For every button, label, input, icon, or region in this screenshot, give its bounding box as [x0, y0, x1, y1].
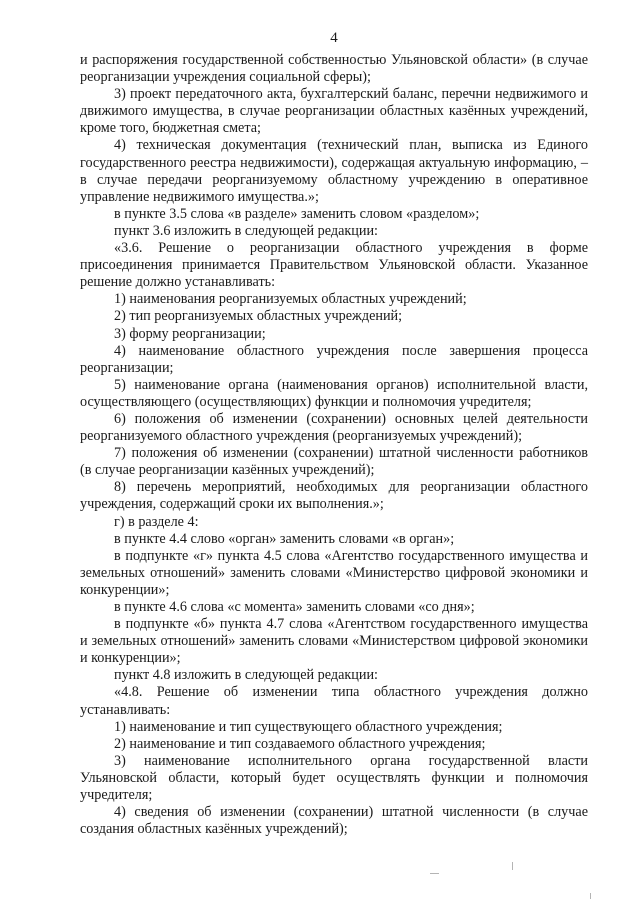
document-page [80, 28, 588, 838]
paragraph: 4) сведения об изменении (сохранении) штатной численности (в случае создания областных казённых учреждений); [80, 804, 588, 838]
paragraph: 4) техническая документация (технический план, выписка из Единого государственного реестра недвижимости), содержащая актуальную информацию, – в случае передачи реорганизуемому областному учреждению в оперативное управление недвижимого имущества.»; [80, 137, 588, 205]
paragraph: г) в разделе 4: [114, 513, 199, 530]
paragraph: 7) положения об изменении (сохранении) штатной численности работников (в случае реорганизации казённых учреждений); [80, 445, 588, 479]
paragraph: 3) проект передаточного акта, бухгалтерский баланс, перечни недвижимого и движимого имущества, в случае реорганизации областных казённых учреждений, кроме того, бюджетная смета; [80, 86, 588, 137]
paragraph: 3) форму реорганизации; [114, 325, 266, 342]
paragraph: пункт 4.8 изложить в следующей редакции: [114, 667, 378, 684]
paragraph: 2) тип реорганизуемых областных учреждений; [114, 308, 403, 325]
paragraph: 6) положения об изменении (сохранении) основных целей деятельности реорганизуемого областного учреждения (реорганизуемых учреждений); [80, 410, 588, 445]
paragraph: 3) наименование исполнительного органа государственной власти Ульяновской области, который будет осуществлять функции и полномочия учредителя; [80, 752, 588, 804]
paragraph: в пункте 4.4 слово «орган» заменить словами «в орган»; [114, 530, 455, 547]
paragraph: в пункте 4.6 слова «с момента» заменить словами «со дня»; [114, 599, 475, 615]
paragraph: в пункте 3.5 слова «в разделе» заменить словом «разделом»; [114, 205, 480, 222]
scan-artifact [430, 873, 439, 874]
paragraph: 4) наименование областного учреждения после завершения процесса реорганизации; [80, 342, 588, 376]
paragraph: 1) наименования реорганизуемых областных учреждений; [114, 291, 467, 308]
paragraph: в подпункте «г» пункта 4.5 слова «Агентство государственного имущества и земельных отношений» заменить словами «Министерство цифровой экономики и конкуренции»; [80, 547, 588, 598]
paragraph: и распоряжения государственной собственностью Ульяновской области» (в случае реорганизации учреждения социальной сферы); [80, 52, 588, 86]
paragraph: 5) наименование органа (наименования органов) исполнительной власти, осуществляющего (осуществляющих) функции и полномочия учредителя; [80, 376, 588, 410]
paragraph: в подпункте «б» пункта 4.7 слова «Агентством государственного имущества и земельных отношений» заменить словами «Министерством цифровой экономики и конкуренции»; [80, 616, 588, 667]
paragraph: 8) перечень мероприятий, необходимых для реорганизации областного учреждения, содержащий сроки их выполнения.»; [80, 479, 588, 513]
document-body [80, 52, 588, 838]
paragraph: «3.6. Решение о реорганизации областного учреждения в форме присоединения принимается Правительством Ульяновской области. Указанное решение должно устанавливать: [80, 240, 588, 291]
page-number: 4 [330, 30, 338, 46]
paragraph: пункт 3.6 изложить в следующей редакции: [114, 222, 378, 239]
scan-artifact [590, 893, 591, 899]
scan-artifact [512, 862, 513, 870]
paragraph: «4.8. Решение об изменении типа областного учреждения должно устанавливать: [80, 684, 588, 718]
paragraph: 2) наименование и тип создаваемого областного учреждения; [114, 735, 486, 752]
paragraph: 1) наименование и тип существующего областного учреждения; [114, 718, 503, 735]
